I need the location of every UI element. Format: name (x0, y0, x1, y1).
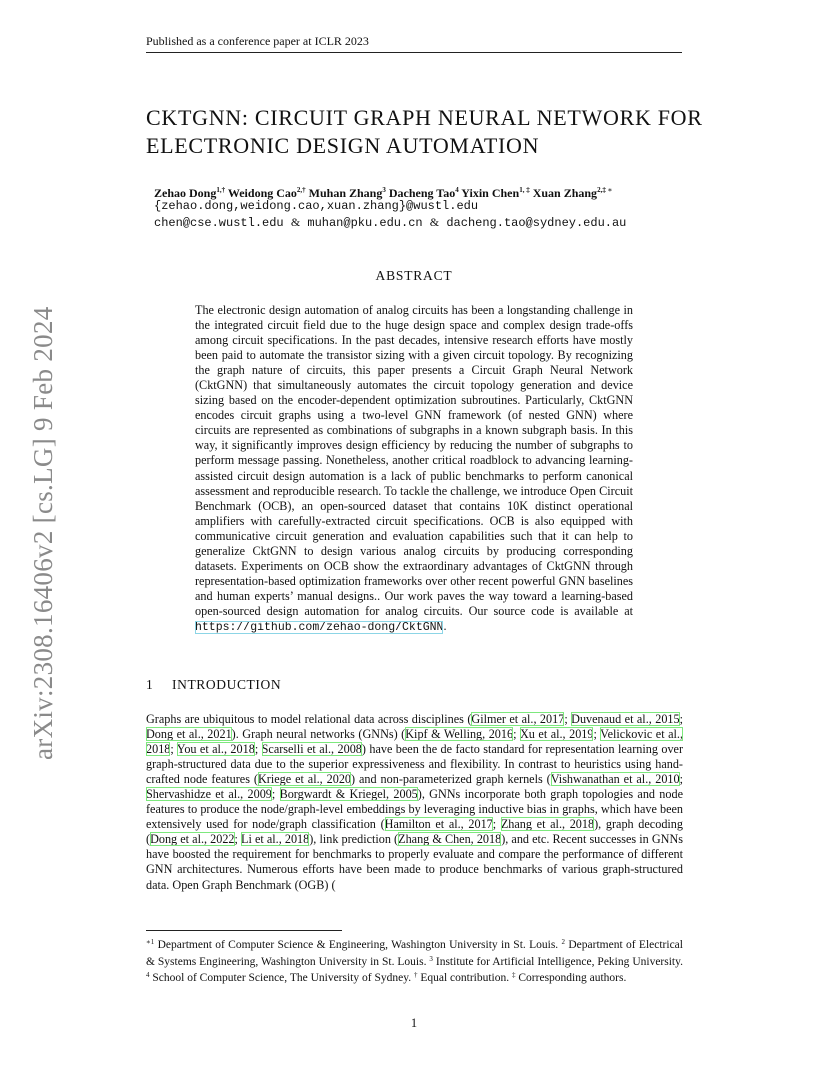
intro-text: ; (170, 742, 177, 757)
footnote-marker: ‡ (512, 971, 516, 979)
author-affiliation: 2,† (296, 186, 306, 194)
source-code-link[interactable]: https://github.com/zehao-dong/CktGNN (195, 620, 444, 634)
citation-link[interactable]: Kriege et al., 2020 (257, 772, 352, 787)
section-number: 1 (146, 677, 154, 692)
citation-link[interactable]: Zhang & Chen, 2018 (398, 832, 502, 847)
author-name: Zehao Dong (154, 186, 217, 200)
email-address: dacheng.tao@sydney.edu.au (446, 216, 627, 230)
paper-title (146, 104, 726, 160)
footnote (146, 936, 683, 986)
intro-text: Graphs are ubiquitous to model relational data across disciplines ( (146, 712, 472, 726)
intro-text: ), GNNs incorporate both graph topologies and node features to produce the node/graph-level embeddings by leveraging inductive bias in graphs, which have been extensively used for node/graph classification ( (146, 787, 683, 832)
section-title: INTRODUCTION (172, 677, 282, 692)
author-affiliation: 2,‡ ∗ (597, 186, 613, 194)
title-line-1: CKTGNN: CIRCUIT GRAPH NEURAL NETWORK FOR (146, 105, 703, 130)
arxiv-identifier: arXiv:2308.16406v2 [cs.LG] 9 Feb 2024 (28, 306, 58, 760)
citation-link[interactable]: Dong et al., 2021 (146, 727, 232, 742)
citation-link[interactable]: Borgwardt & Kriegel, 2005 (279, 787, 418, 802)
footnote-text: Equal contribution. (417, 972, 513, 984)
footnote-text: Department of Electrical & Systems Engineering, Washington University in St. Louis. (146, 939, 683, 968)
citation-link[interactable]: You et al., 2018 (176, 742, 255, 757)
title-line-2: ELECTRONIC DESIGN AUTOMATION (146, 133, 540, 158)
abstract-body (195, 303, 633, 635)
abstract-end: . (443, 618, 447, 633)
author-affiliation: 1,† (216, 186, 226, 194)
author-name: Muhan Zhang (308, 186, 383, 200)
intro-text: ; (679, 772, 683, 787)
intro-text: ; (513, 727, 520, 742)
author-name: Dacheng Tao (388, 186, 456, 200)
citation-link[interactable]: Hamilton et al., 2017 (384, 817, 493, 832)
email-line-2 (154, 214, 714, 231)
citation-link[interactable]: Duvenaud et al., 2015 (571, 712, 680, 726)
intro-text: ) have been the de facto standard for representation learning over graph-structured data due to the superior expressiveness and flexibility. In contrast to heuristics using hand-crafted node features ( (146, 742, 684, 787)
footnote-text: Corresponding authors. (515, 972, 627, 984)
citation-link[interactable]: Velickovic et al., 2018 (146, 727, 683, 757)
intro-text: ; (679, 712, 683, 726)
intro-text: ; (271, 787, 280, 802)
intro-text: ; (564, 712, 572, 726)
intro-text: ; (593, 727, 601, 742)
footnote-text: Institute for Artificial Intelligence, Peking University. (432, 955, 683, 968)
citation-link[interactable]: Gilmer et al., 2017 (471, 712, 565, 726)
intro-text: ), link prediction ( (309, 832, 399, 847)
author-affiliation: 3 (382, 186, 386, 194)
footnote-marker: ∗1 (146, 938, 155, 946)
section-heading (146, 677, 682, 693)
email-address: muhan@pku.edu.cn (307, 216, 423, 230)
citation-link[interactable]: Vishwanathan et al., 2010 (550, 772, 680, 787)
ampersand: & (429, 215, 440, 229)
running-header: Published as a conference paper at ICLR 2023 (146, 34, 682, 53)
citation-link[interactable]: Shervashidze et al., 2009 (146, 787, 272, 802)
footnote-marker: † (413, 971, 418, 979)
abstract-text: The electronic design automation of analog circuits has been a longstanding challenge in the integrated circuit field due to the huge design space and complex design trade-offs among circuit specifications. In the past decades, intensive research efforts have mostly been paid to automate the transistor sizing with a given circuit topology. By recognizing the graph nature of circuits, this paper presents a Circuit Graph Neural Network (CktGNN) that simultaneously automates the circuit topology generation and device sizing based on the encoder-dependent optimization subroutines. Particularly, CktGNN encodes circuit graphs using a two-level GNN framework (of nested GNN) where circuits are represented as combinations of subgraphs in a known subgraph basis. In this way, it significantly improves design efficiency by reducing the number of subgraphs to perform message passing. Nonetheless, another critical roadblock to advancing learning-assisted circuit design automation is a lack of public benchmarks to perform canonical assessment and reproducible research. To tackle the challenge, we introduce Open Circuit Benchmark (OCB), an open-sourced dataset that contains 10K distinct operational amplifiers with carefully-extracted circuit specifications. OCB is also equipped with communicative circuit generation and evaluation capabilities such that it can help to generalize CktGNN to design various analog circuits by producing corresponding datasets. Experiments on OCB show the extraordinary advantages of CktGNN through representation-based optimization frameworks over other recent powerful GNN baselines and human experts’ manual designs.. Our work paves the way toward a learning-based open-sourced design automation for analog circuits. Our source code is available at (195, 303, 633, 618)
intro-text: ), graph decoding ( (146, 817, 683, 847)
intro-text: ), and etc. Recent successes in GNNs have boosted the requirement for benchmarks to properly evaluate and compare the performance of different GNN architectures. Numerous efforts have been made to produce benchmarks of various graph-structured data. Open Graph Benchmark (OGB) ( (146, 832, 683, 892)
citation-link[interactable]: Zhang et al., 2018 (500, 817, 595, 832)
author-affiliation: 4 (455, 186, 459, 194)
introduction-paragraph (146, 712, 683, 893)
citation-link[interactable]: Kipf & Welling, 2016 (405, 727, 514, 742)
footnote-text: School of Computer Science, The University of Sydney. (149, 972, 414, 984)
footnote-marker: 4 (146, 971, 150, 979)
intro-text: ; (254, 742, 262, 757)
intro-text: ; (234, 832, 242, 847)
citation-link[interactable]: Li et al., 2018 (241, 832, 310, 847)
ampersand: & (290, 215, 301, 229)
footnote-marker: 2 (561, 938, 566, 946)
author-name: Weidong Cao (227, 186, 297, 200)
author-affiliation: 1, ‡ (519, 186, 530, 194)
citation-link[interactable]: Scarselli et al., 2008 (261, 742, 362, 757)
intro-text: ; (492, 817, 501, 832)
footnote-rule (146, 930, 342, 931)
footnote-text: Department of Computer Science & Engineering, Washington University in St. Louis. (154, 939, 562, 951)
page-number: 1 (410, 1016, 418, 1030)
footnote-marker: 3 (429, 954, 433, 963)
citation-link[interactable]: Dong et al., 2022 (150, 832, 235, 847)
intro-text: ). Graph neural networks (GNNs) ( (231, 727, 406, 742)
abstract-heading: ABSTRACT (375, 268, 453, 283)
author-name: Xuan Zhang (532, 186, 598, 200)
citation-link[interactable]: Xu et al., 2019 (520, 727, 594, 742)
intro-text: ) and non-parameterized graph kernels ( (351, 772, 551, 787)
email-line-1: {zehao.dong,weidong.cao,xuan.zhang}@wustl.edu (154, 199, 479, 213)
author-name: Yixin Chen (461, 186, 520, 200)
email-address: chen@cse.wustl.edu (154, 216, 284, 230)
